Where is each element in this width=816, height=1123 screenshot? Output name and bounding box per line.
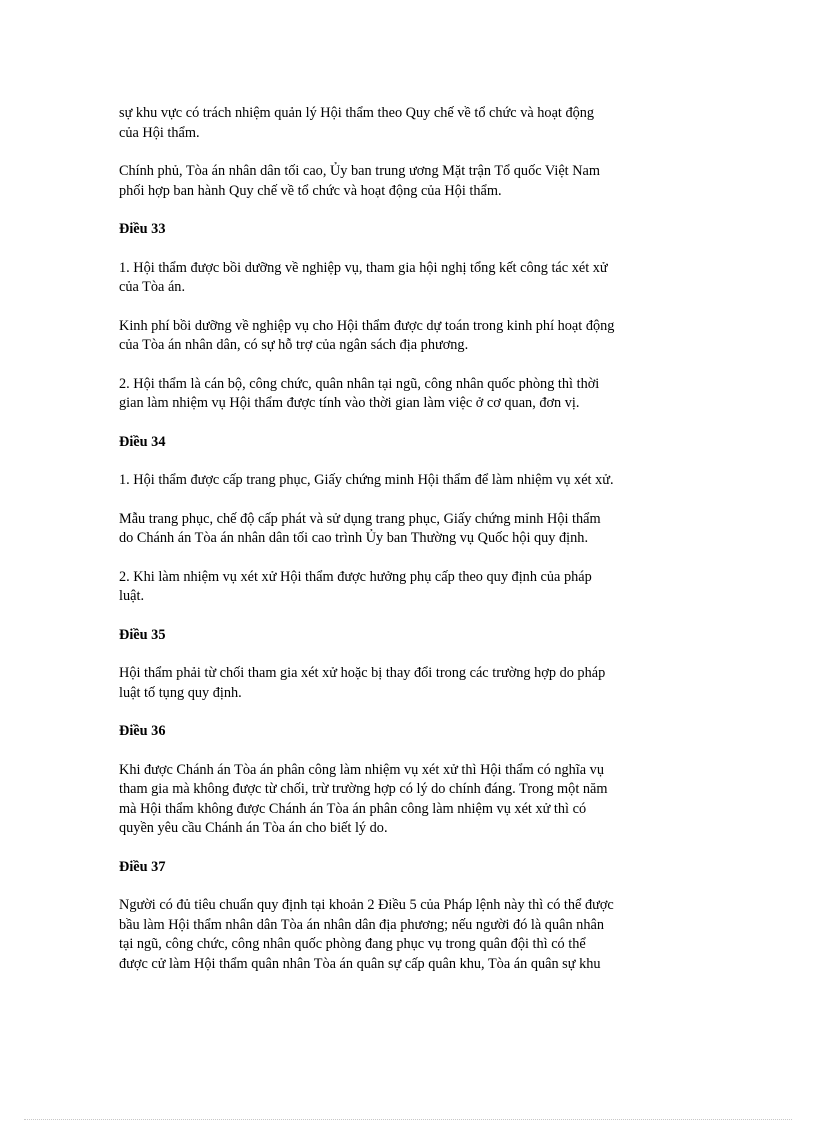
paragraph-line: tại ngũ, công chức, công nhân quốc phòng đang phục vụ trong quân đội thì có thể: [119, 936, 586, 952]
paragraph-line: Mẫu trang phục, chế độ cấp phát và sử dụng trang phục, Giấy chứng minh Hội thẩm: [119, 510, 601, 527]
paragraph-line: Khi được Chánh án Tòa án phân công làm nhiệm vụ xét xử thì Hội thẩm có nghĩa vụ: [119, 761, 604, 778]
paragraph-line: tham gia mà không được từ chối, trừ trường hợp có lý do chính đáng. Trong một năm: [119, 781, 608, 797]
page-bottom-divider: [24, 1119, 792, 1120]
paragraph-line: mà Hội thẩm không được Chánh án Tòa án phân công làm nhiệm vụ xét xử thì có: [119, 800, 587, 817]
paragraph-line: luật tố tụng quy định.: [119, 684, 242, 701]
paragraph-line: 2. Hội thẩm là cán bộ, công chức, quân nhân tại ngũ, công nhân quốc phòng thì thời: [119, 375, 600, 392]
paragraph-line: luật.: [119, 588, 145, 604]
paragraph-line: 2. Khi làm nhiệm vụ xét xử Hội thẩm được hưởng phụ cấp theo quy định của pháp: [119, 568, 592, 585]
paragraph-line: 1. Hội thẩm được cấp trang phục, Giấy chứng minh Hội thẩm để làm nhiệm vụ xét xử.: [119, 472, 614, 488]
paragraph-line: được cử làm Hội thẩm quân nhân Tòa án quân sự cấp quân khu, Tòa án quân sự khu: [119, 955, 601, 972]
paragraph-line: Kinh phí bồi dưỡng về nghiệp vụ cho Hội thẩm được dự toán trong kinh phí hoạt động: [119, 317, 615, 334]
paragraph: [119, 471, 681, 491]
article-heading: Điều 35: [119, 626, 166, 643]
paragraph-line: của Hội thẩm.: [119, 124, 200, 141]
paragraph: [119, 568, 681, 607]
article-heading: Điều 33: [119, 221, 166, 237]
paragraph: [119, 162, 681, 201]
article-heading: Điều 36: [119, 723, 166, 739]
paragraph: [119, 761, 681, 839]
paragraph: [119, 317, 681, 356]
paragraph: [119, 664, 681, 703]
paragraph: [119, 259, 681, 298]
paragraph: [119, 375, 681, 414]
paragraph-line: Hội thẩm phải từ chối tham gia xét xử hoặc bị thay đổi trong các trường hợp do pháp: [119, 665, 606, 681]
paragraph-line: bầu làm Hội thẩm nhân dân Tòa án nhân dân địa phương; nếu người đó là quân nhân: [119, 916, 604, 933]
document-body: [119, 104, 681, 993]
paragraph: [119, 896, 681, 974]
paragraph: [119, 104, 681, 143]
paragraph-line: sự khu vực có trách nhiệm quản lý Hội thẩm theo Quy chế về tổ chức và hoạt động: [119, 105, 595, 121]
paragraph-line: của Tòa án.: [119, 279, 186, 295]
paragraph-line: quyền yêu cầu Chánh án Tòa án cho biết lý do.: [119, 820, 388, 836]
paragraph-line: phối hợp ban hành Quy chế về tổ chức và hoạt động của Hội thẩm.: [119, 182, 502, 199]
paragraph-line: của Tòa án nhân dân, có sự hỗ trợ của ngân sách địa phương.: [119, 337, 469, 353]
article-heading: Điều 34: [119, 433, 166, 450]
article-heading: Điều 37: [119, 858, 166, 875]
paragraph-line: Chính phủ, Tòa án nhân dân tối cao, Ủy ban trung ương Mặt trận Tổ quốc Việt Nam: [119, 163, 600, 179]
paragraph: [119, 510, 681, 549]
paragraph-line: Người có đủ tiêu chuẩn quy định tại khoản 2 Điều 5 của Pháp lệnh này thì có thể được: [119, 897, 614, 913]
paragraph-line: do Chánh án Tòa án nhân dân tối cao trình Ủy ban Thường vụ Quốc hội quy định.: [119, 530, 589, 546]
paragraph-line: gian làm nhiệm vụ Hội thẩm được tính vào thời gian làm việc ở cơ quan, đơn vị.: [119, 395, 580, 411]
paragraph-line: 1. Hội thẩm được bồi dưỡng về nghiệp vụ, tham gia hội nghị tổng kết công tác xét xử: [119, 259, 608, 276]
